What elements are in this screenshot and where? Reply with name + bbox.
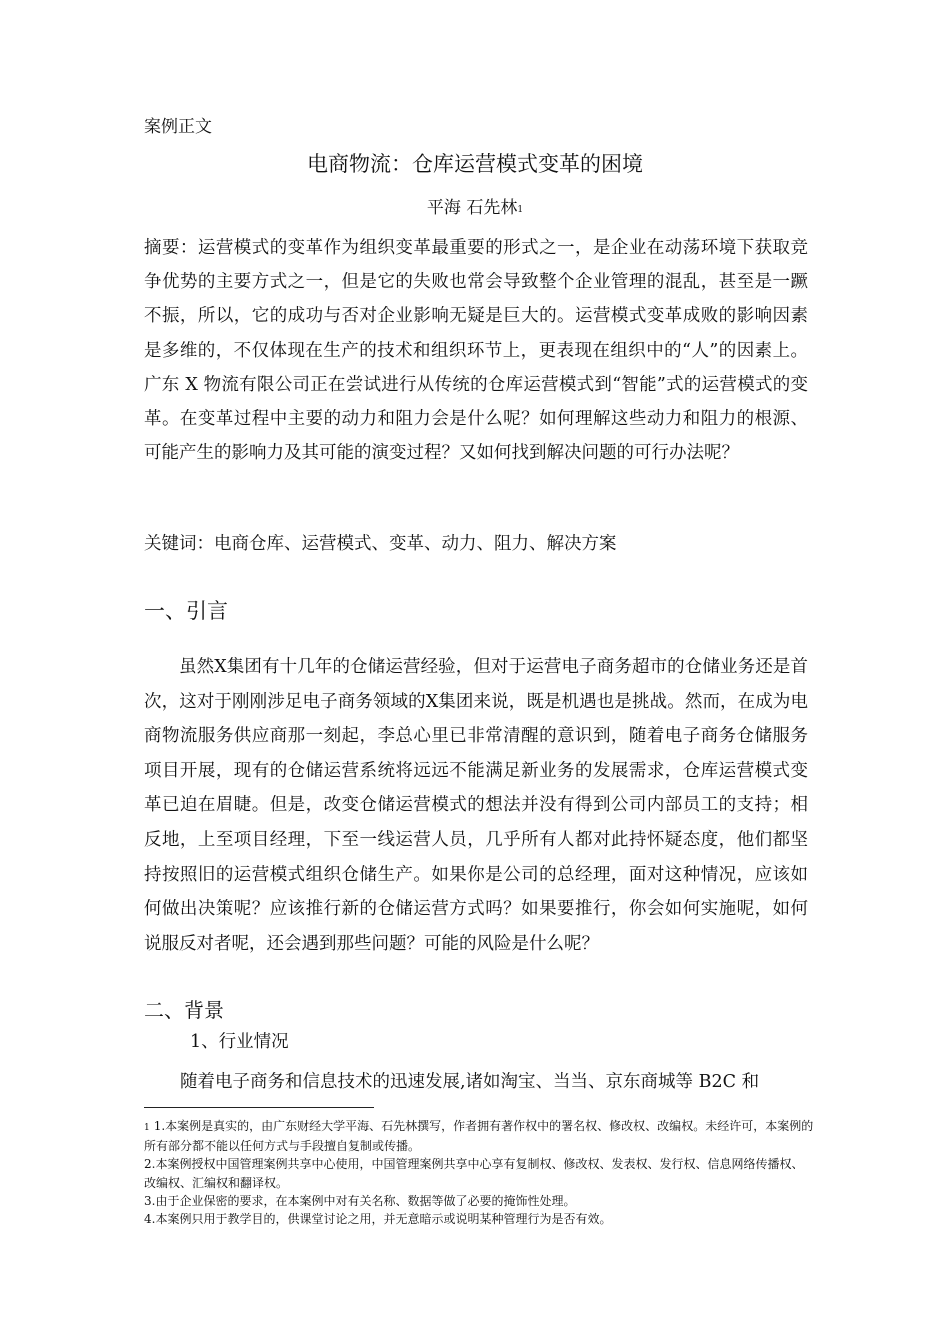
section-heading-background: 二、背景 <box>144 998 224 1022</box>
document-title: 电商物流：仓库运营模式变革的困境 <box>307 152 643 176</box>
footnote-1-text: 1.本案例是真实的，由广东财经大学平海、石先林撰写，作者拥有著作权中的署名权、修改权、改编权。未经许可，本案例的所有部分都不能以任何方式与手段擅自复制或传播。 <box>144 1119 814 1154</box>
footnote-3: 3.由于企业保密的要求，在本案例中对有关名称、数据等做了必要的掩饰性处理。 <box>144 1193 576 1208</box>
author-footnote-mark: 1 <box>517 205 524 215</box>
keywords-line: 关键词：电商仓库、运营模式、变革、动力、阻力、解决方案 <box>144 534 617 554</box>
introduction-paragraph: 虽然X集团有十几年的仓储运营经验，但对于运营电子商务超市的仓储业务还是首次，这对于刚刚涉足电子商务领域的X集团来说，既是机遇也是挑战。然而，在成为电商物流服务供应商那一刻起，李总心里已非常清醒的意识到，随着电子商务仓储服务项目开展，现有的仓储运营系统将远远不能满足新业务的发展需求，仓库运营模式变革已迫在眉睫。但是，改变仓储运营模式的想法并没有得到公司内部员工的支持；相反地，上至项目经理，下至一线运营人员，几乎所有人都对此持怀疑态度，他们都坚持按照旧的运营模式组织仓储生产。如果你是公司的总经理，面对这种情况，应该如何做出决策呢？应该推行新的仓储运营方式吗？如果要推行，你会如何实施呢，如何说服反对者呢，还会遇到那些问题？可能的风险是什么呢？ <box>144 657 808 954</box>
footnote-mark: 1 <box>144 1123 150 1133</box>
abstract-paragraph: 摘要：运营模式的变革作为组织变革最重要的形式之一，是企业在动荡环境下获取竞争优势的主要方式之一，但是它的失败也常会导致整个企业管理的混乱，甚至是一蹶不振，所以，它的成功与否对企业影响无疑是巨大的。运营模式变革成败的影响因素是多维的，不仅体现在生产的技术和组织环节上，更表现在组织中的“人”的因素上。广东 X 物流有限公司正在尝试进行从传统的仓库运营模式到“智能”式的运营模式的变革。在变革过程中主要的动力和阻力会是什么呢？如何理解这些动力和阻力的根源、可能产生的影响力及其可能的演变过程？又如何找到解决问题的可行办法呢？ <box>144 238 808 464</box>
subsection-heading-industry: 1、行业情况 <box>190 1032 289 1052</box>
footnote-2: 2.本案例授权中国管理案例共享中心使用，中国管理案例共享中心享有复制权、修改权、发表权、发行权、信息网络传播权、改编权、汇编权和翻译权。 <box>144 1157 804 1190</box>
section-label: 案例正文 <box>144 117 212 137</box>
background-paragraph-first-line: 随着电子商务和信息技术的迅速发展,诸如淘宝、当当、京东商城等 B2C 和 <box>180 1072 760 1092</box>
authors: 平海 石先林 <box>426 198 518 218</box>
footnote-4: 4.本案例只用于教学目的，供课堂讨论之用，并无意暗示或说明某种管理行为是否有效。 <box>144 1212 612 1227</box>
section-heading-introduction: 一、引言 <box>144 599 228 623</box>
author-line <box>144 196 806 223</box>
footnote-1 <box>144 1117 814 1155</box>
footnote-separator <box>144 1107 374 1108</box>
footnotes <box>144 1117 814 1228</box>
